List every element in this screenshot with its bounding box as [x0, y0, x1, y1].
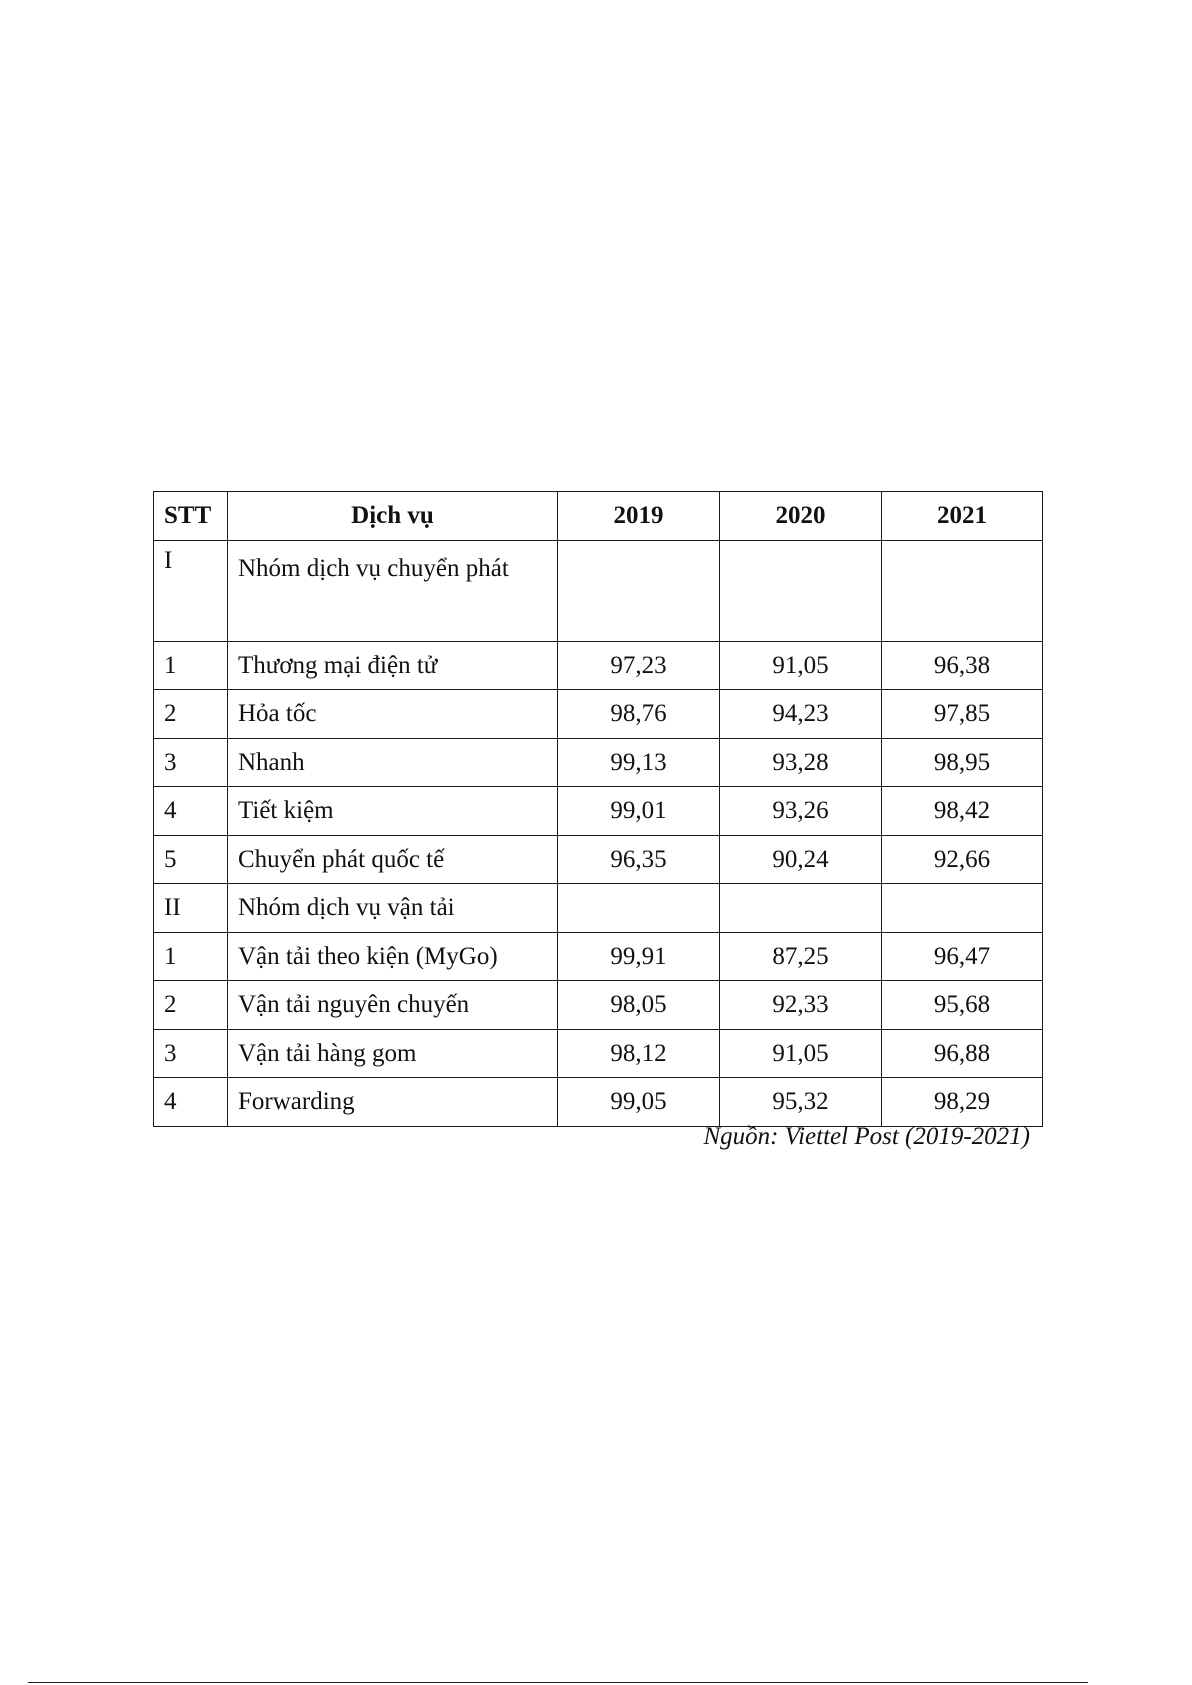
row-value-2020: 90,24: [720, 835, 882, 884]
group-name: Nhóm dịch vụ vận tải: [228, 884, 558, 933]
row-value-2020: 91,05: [720, 1029, 882, 1078]
table-row: [154, 738, 1043, 787]
row-value-2019: 96,35: [558, 835, 720, 884]
row-stt: 5: [154, 835, 228, 884]
service-quality-table: [153, 491, 1043, 1127]
table-row: [154, 981, 1043, 1030]
footer-divider: [28, 1682, 1088, 1683]
row-service: Vận tải nguyên chuyến: [228, 981, 558, 1030]
row-value-2021: 98,95: [882, 738, 1043, 787]
header-stt: STT: [154, 492, 228, 541]
row-value-2019: 99,05: [558, 1078, 720, 1127]
row-value-2020: 95,32: [720, 1078, 882, 1127]
source-note: Nguồn: Viettel Post (2019-2021): [703, 1123, 1030, 1150]
row-value-2020: 93,26: [720, 787, 882, 836]
row-value-2020: 94,23: [720, 690, 882, 739]
row-value-2021: 97,85: [882, 690, 1043, 739]
group-name: Nhóm dịch vụ chuyển phát: [228, 540, 558, 641]
row-value-2020: 92,33: [720, 981, 882, 1030]
empty-cell: [882, 540, 1043, 641]
row-stt: 1: [154, 932, 228, 981]
table-header-row: [154, 492, 1043, 541]
table-row: [154, 1078, 1043, 1127]
table-row: [154, 932, 1043, 981]
row-stt: 3: [154, 738, 228, 787]
header-2021: 2021: [882, 492, 1043, 541]
row-value-2019: 99,01: [558, 787, 720, 836]
table-row: [154, 835, 1043, 884]
row-value-2021: 92,66: [882, 835, 1043, 884]
header-2020: 2020: [720, 492, 882, 541]
row-service: Nhanh: [228, 738, 558, 787]
group-label: I: [154, 540, 228, 641]
empty-cell: [720, 540, 882, 641]
row-value-2019: 99,91: [558, 932, 720, 981]
row-stt: 2: [154, 981, 228, 1030]
row-service: Chuyển phát quốc tế: [228, 835, 558, 884]
row-service: Hỏa tốc: [228, 690, 558, 739]
table-row: [154, 690, 1043, 739]
empty-cell: [558, 884, 720, 933]
empty-cell: [882, 884, 1043, 933]
row-service: Forwarding: [228, 1078, 558, 1127]
header-service: Dịch vụ: [228, 492, 558, 541]
table-row: [154, 1029, 1043, 1078]
header-2019: 2019: [558, 492, 720, 541]
row-stt: 1: [154, 641, 228, 690]
row-value-2019: 98,12: [558, 1029, 720, 1078]
row-service: Vận tải hàng gom: [228, 1029, 558, 1078]
row-service: Vận tải theo kiện (MyGo): [228, 932, 558, 981]
group-row-delivery: [154, 540, 1043, 641]
row-value-2021: 96,47: [882, 932, 1043, 981]
row-value-2019: 98,76: [558, 690, 720, 739]
row-value-2019: 98,05: [558, 981, 720, 1030]
table-row: [154, 787, 1043, 836]
row-service: Thương mại điện tử: [228, 641, 558, 690]
row-stt: 4: [154, 787, 228, 836]
row-stt: 2: [154, 690, 228, 739]
table-row: [154, 641, 1043, 690]
row-value-2019: 97,23: [558, 641, 720, 690]
row-stt: 4: [154, 1078, 228, 1127]
row-value-2020: 91,05: [720, 641, 882, 690]
row-value-2021: 96,88: [882, 1029, 1043, 1078]
group-label: II: [154, 884, 228, 933]
row-stt: 3: [154, 1029, 228, 1078]
empty-cell: [558, 540, 720, 641]
row-value-2019: 99,13: [558, 738, 720, 787]
row-value-2020: 87,25: [720, 932, 882, 981]
row-service: Tiết kiệm: [228, 787, 558, 836]
row-value-2020: 93,28: [720, 738, 882, 787]
row-value-2021: 98,29: [882, 1078, 1043, 1127]
row-value-2021: 95,68: [882, 981, 1043, 1030]
row-value-2021: 98,42: [882, 787, 1043, 836]
row-value-2021: 96,38: [882, 641, 1043, 690]
group-row-transport: [154, 884, 1043, 933]
empty-cell: [720, 884, 882, 933]
